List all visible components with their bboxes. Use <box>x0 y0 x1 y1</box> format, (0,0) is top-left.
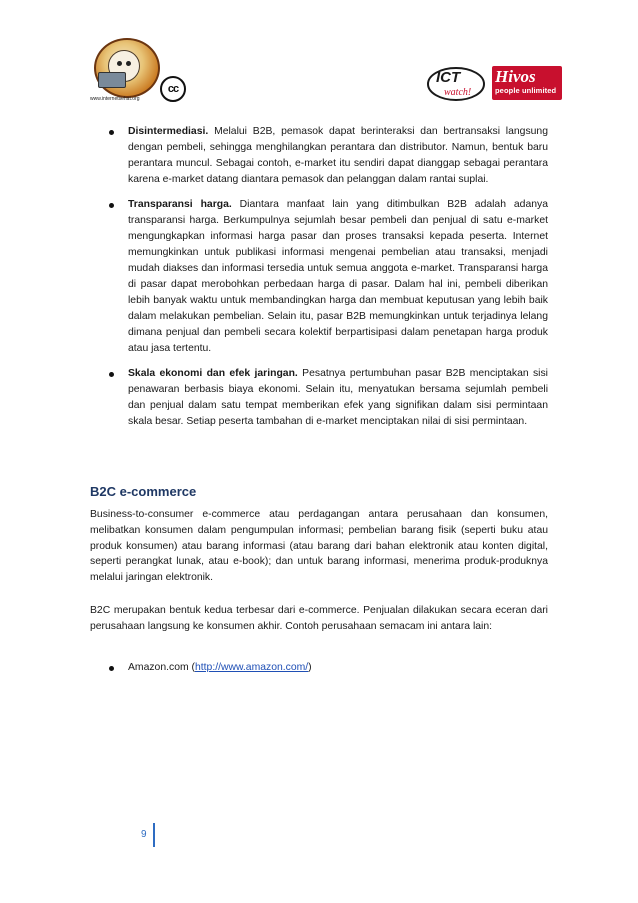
bullet-term: Skala ekonomi dan efek jaringan. <box>128 368 298 379</box>
example-companies-list <box>90 660 548 676</box>
paragraph: Business-to-consumer e-commerce atau perdagangan antara perusahaan dan konsumen, melibatkan konsumen dalam pengumpulan informasi; pembelian barang fisik (seperti buku atau produk konsumen) atau barang informasi (atau barang dari bahan elektronik atau konten digital, seperti perangkat lunak, atau e-book); dan untuk barang informasi, menerima produk-produknya melalui jaringan elektronik. <box>90 509 548 584</box>
bullet-icon <box>109 130 114 135</box>
page-number-divider <box>153 823 155 847</box>
paragraph: B2C merupakan bentuk kedua terbesar dari e-commerce. Penjualan dilakukan secara eceran dari perusahaan langsung ke konsumen akhir. Contoh perusahaan semacam ini antara lain: <box>90 605 548 632</box>
bullet-text: Pesatnya pertumbuhan pasar B2B menciptakan sisi penawaran berbasis biaya ekonomi. Selain itu, menyatukan bersama sejumlah pembeli dan penjual dalam satu tempat memberikan efek yang signifikan dalam sisi permintaan skala besar. Setiap peserta tambahan di e-market menciptakan nilai di sisi permintaan. <box>128 368 548 427</box>
list-item <box>90 366 548 430</box>
amazon-link[interactable]: http://www.amazon.com/ <box>194 662 309 673</box>
creative-commons-icon: cc <box>160 76 186 102</box>
b2b-benefits-list <box>90 124 548 439</box>
section-heading: B2C e-commerce <box>90 484 197 499</box>
laptop-icon <box>98 72 126 88</box>
list-item <box>90 660 548 676</box>
list-item <box>90 124 548 188</box>
ict-watch-logo <box>426 64 490 102</box>
closing-paren: ) <box>308 662 312 673</box>
bullet-text: Melalui B2B, pemasok dapat berinteraksi dan bertransaksi langsung dengan pembeli, sehingga menghilangkan perantara dan distributor. Namun, bentuk baru perantara muncul. Sebagai contoh, e-market itu sendiri dapat dianggap sebagai perantara karena e-market datang diantara pemasok dan pelanggan dalam rantai suplai. <box>128 126 548 185</box>
bullet-icon <box>109 203 114 208</box>
logo-site-text: www.internetsehat.org <box>90 96 140 102</box>
bullet-icon <box>109 666 114 671</box>
hivos-tagline: people unlimited <box>495 86 557 95</box>
internetsehat-logo <box>90 38 160 104</box>
company-name: Amazon.com ( <box>128 662 195 673</box>
bullet-term: Disintermediasi. <box>128 126 209 137</box>
bullet-term: Transparansi harga. <box>128 199 232 210</box>
bullet-icon <box>109 372 114 377</box>
ict-watch-text: watch! <box>444 87 472 98</box>
hivos-brand: Hivos <box>495 67 536 86</box>
bullet-text: Diantara manfaat lain yang ditimbulkan B2B adalah adanya transparansi harga. Berkumpulnya sejumlah besar pembeli dan penjual di satu e-market mengungkapkan informasi harga pasar dan proses transaksi kepada peserta. Internet memungkinkan untuk publikasi informasi mengenai pembelian atau transaksi, menjadi mudah diakses dan informasi tersedia untuk semua anggota e-market. Transparansi harga di pasar dapat merobohkan perbedaan harga di pasar. Dalam hal ini, pembeli diberikan lebih banyak waktu untuk membandingkan harga dan membuat keputusan yang lebih baik dalam melakukan pembelian. Selain itu, pasar B2B memungkinkan untuk terjadinya lelang dimana penjual dan pembeli secara kolektif berpartisipasi dalam penetapan harga produk atau jasa tertentu. <box>128 199 548 354</box>
list-item <box>90 197 548 357</box>
hivos-logo <box>492 66 562 100</box>
ict-text: ICT <box>436 69 461 86</box>
page-number: 9 <box>141 829 147 840</box>
